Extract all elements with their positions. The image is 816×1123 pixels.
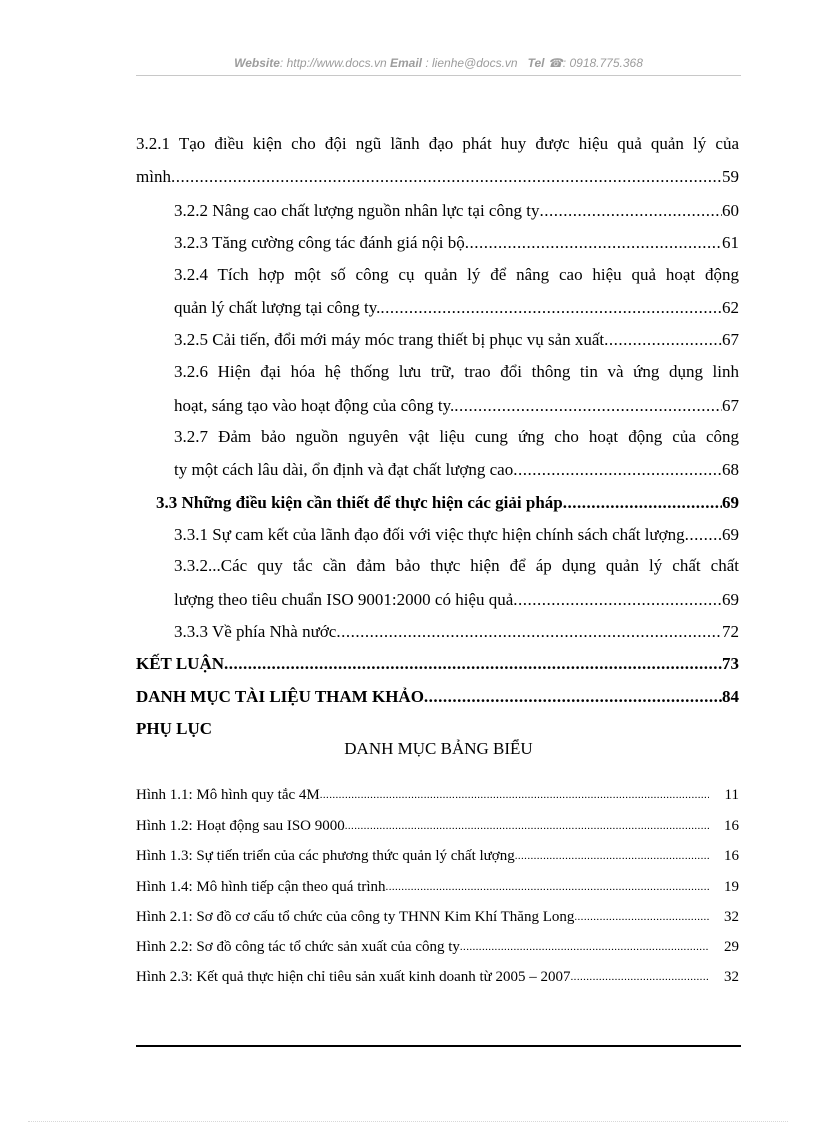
toc-entry-text: ty một cách lâu dài, ổn định và đạt chất lượng cao <box>174 460 514 479</box>
dot-leader <box>563 493 722 513</box>
figure-entry-text: Hình 2.2: Sơ đồ công tác tổ chức sản xuất của công ty <box>136 939 460 955</box>
dot-leader <box>515 850 709 865</box>
toc-entry-text: quản lý chất lượng tại công ty. <box>174 298 381 317</box>
toc-page-number: 61 <box>722 233 739 252</box>
toc-entry-3-2-1-line2[interactable] <box>136 165 739 187</box>
toc-entry-3-2-2[interactable] <box>174 199 739 221</box>
dot-leader <box>604 330 722 350</box>
toc-entry-3-2-7-line1[interactable]: 3.2.7 Đảm bảo nguồn nguyên vật liệu cung ứng cho hoạt động của công <box>174 427 739 446</box>
toc-entry-text: 3.3.3 Về phía Nhà nước <box>174 622 337 641</box>
phone-icon: ☎ <box>547 56 563 70</box>
figure-entry[interactable] <box>136 784 739 804</box>
toc-entry-3-2-4-line2[interactable] <box>174 296 739 318</box>
toc-entry-3-3[interactable] <box>156 491 739 513</box>
dot-leader <box>424 687 722 707</box>
figure-entry[interactable] <box>136 876 739 896</box>
dot-leader <box>539 201 722 221</box>
dot-leader <box>465 233 722 253</box>
email-value: : lienhe@docs.vn <box>425 56 518 70</box>
toc-page-number: 72 <box>722 622 739 641</box>
dot-leader <box>571 971 709 986</box>
toc-entry-text: KẾT LUẬN <box>136 654 225 673</box>
toc-page-number: 62 <box>722 298 739 317</box>
figure-entry[interactable] <box>136 936 739 956</box>
toc-entry-text: DANH MỤC TÀI LIỆU THAM KHẢO <box>136 687 424 706</box>
figure-entry-text: Hình 1.3: Sự tiến triển của các phương thức quản lý chất lượng <box>136 848 515 864</box>
figure-page-number: 16 <box>724 848 739 864</box>
toc-entry-3-3-2-line1[interactable]: 3.3.2...Các quy tắc cần đảm bảo thực hiện để áp dụng quản lý chất chất <box>174 556 739 575</box>
website-value: : http://www.docs.vn <box>279 56 387 70</box>
figure-entry[interactable] <box>136 815 739 835</box>
toc-page-number: 67 <box>722 330 739 349</box>
figure-entry[interactable] <box>136 845 739 865</box>
figure-page-number: 32 <box>724 909 739 925</box>
figure-entry-text: Hình 2.1: Sơ đồ cơ cấu tổ chức của công ty THNN Kim Khí Thăng Long <box>136 909 575 925</box>
page-bottom-edge <box>28 1121 788 1122</box>
figure-page-number: 29 <box>724 939 739 955</box>
dot-leader <box>380 298 722 318</box>
dot-leader <box>386 881 709 896</box>
toc-entry-3-2-6-line2[interactable] <box>174 394 739 416</box>
toc-page-number: 69 <box>722 493 739 512</box>
toc-entry-text: 3.2.3 Tăng cường công tác đánh giá nội bộ <box>174 233 465 252</box>
figure-page-number: 19 <box>724 879 739 895</box>
dot-leader <box>454 396 722 416</box>
toc-entry-text: mình <box>136 167 171 186</box>
toc-entry-3-2-5[interactable] <box>174 328 739 350</box>
toc-entry-3-2-6-line1[interactable]: 3.2.6 Hiện đại hóa hệ thống lưu trữ, trao đổi thông tin và ứng dụng linh <box>174 362 739 381</box>
toc-page-number: 68 <box>722 460 739 479</box>
figure-entry-text: Hình 1.4: Mô hình tiếp cận theo quá trình <box>136 879 386 895</box>
figure-page-number: 11 <box>724 787 739 803</box>
dot-leader <box>574 911 709 926</box>
toc-entry-3-3-2-line2[interactable] <box>174 588 739 610</box>
toc-entry-3-3-1[interactable] <box>174 523 739 545</box>
figure-entry-text: Hình 1.1: Mô hình quy tắc 4M <box>136 787 320 803</box>
toc-entry-text: lượng theo tiêu chuẩn ISO 9001:2000 có hiệu quả <box>174 590 514 609</box>
figure-entry[interactable] <box>136 966 739 986</box>
header-divider <box>136 75 741 76</box>
toc-entry-3-3-3[interactable] <box>174 620 739 642</box>
figure-page-number: 16 <box>724 818 739 834</box>
figure-page-number: 32 <box>724 969 739 985</box>
dot-leader <box>513 590 722 610</box>
toc-page-number: 73 <box>722 654 739 673</box>
toc-entry-text: hoạt, sáng tạo vào hoạt động của công ty. <box>174 396 455 415</box>
dot-leader <box>513 460 722 480</box>
toc-page-number: 59 <box>722 167 739 186</box>
toc-entry-text: 3.3 Những điều kiện cần thiết để thực hiện các giải pháp <box>156 493 563 512</box>
toc-entry-text: 3.2.2 Nâng cao chất lượng nguồn nhân lực tại công ty <box>174 201 540 220</box>
toc-page-number: 60 <box>722 201 739 220</box>
toc-page-number: 84 <box>722 687 739 706</box>
dot-leader <box>224 654 722 674</box>
figure-entry-text: Hình 1.2: Hoạt động sau ISO 9000 <box>136 818 345 834</box>
tel-label: Tel <box>527 56 545 70</box>
toc-entry-text: PHỤ LỤC <box>136 719 213 738</box>
toc-entry-phu-luc[interactable] <box>136 717 336 739</box>
toc-entry-text: 3.3.1 Sự cam kết của lãnh đạo đối với việc thực hiện chính sách chất lượng <box>174 525 685 544</box>
tel-value: : 0918.775.368 <box>562 56 643 70</box>
dot-leader <box>685 525 722 545</box>
toc-entry-text: 3.2.5 Cải tiến, đổi mới máy móc trang thiết bị phục vụ sản xuất <box>174 330 605 349</box>
figure-entry-text: Hình 2.3: Kết quả thực hiện chỉ tiêu sản xuất kinh doanh từ 2005 – 2007 <box>136 969 571 985</box>
toc-entry-3-2-7-line2[interactable] <box>174 458 739 480</box>
toc-entry-3-2-1-line1[interactable]: 3.2.1 Tạo điều kiện cho đội ngũ lãnh đạo phát huy được hiệu quả quản lý của <box>136 134 739 153</box>
toc-page-number: 67 <box>722 396 739 415</box>
dot-leader <box>345 820 709 835</box>
figure-entry[interactable] <box>136 906 739 926</box>
website-label: Website <box>234 56 280 70</box>
email-label: Email <box>389 56 422 70</box>
footer-divider <box>136 1045 741 1047</box>
toc-entry-tai-lieu-tham-khao[interactable] <box>136 685 739 707</box>
toc-entry-3-2-4-line1[interactable]: 3.2.4 Tích hợp một số công cụ quản lý để nâng cao hiệu quả hoạt động <box>174 265 739 284</box>
toc-entry-ket-luan[interactable] <box>136 652 739 674</box>
page-header <box>136 56 741 70</box>
toc-page-number: 69 <box>722 590 739 609</box>
dot-leader <box>320 789 709 804</box>
toc-entry-3-2-3[interactable] <box>174 231 739 253</box>
figures-list-title: DANH MỤC BẢNG BIỂU <box>344 739 533 758</box>
dot-leader <box>460 941 709 956</box>
dot-leader <box>336 622 722 642</box>
toc-page-number: 69 <box>722 525 739 544</box>
dot-leader <box>171 167 722 187</box>
